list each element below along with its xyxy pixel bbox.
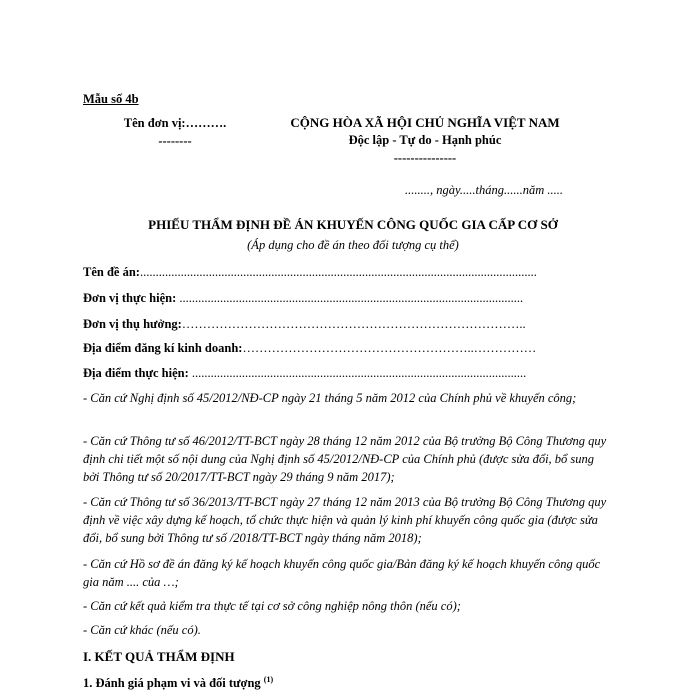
legal-basis-other: - Căn cứ khác (nếu có). [83, 623, 201, 637]
field-dots: .............................................................................................................. [176, 291, 524, 305]
legal-basis-dossier: - Căn cứ Hồ sơ đề án đăng ký kế hoạch khuyến công quốc gia/Bản đăng ký kế hoạch khuyến công quốc gia năm .... của …; [83, 557, 601, 589]
motto-divider: --------------- [393, 151, 457, 165]
field-dots: ……………………………………………………………………….. [181, 317, 526, 331]
field-label: Địa điểm đăng kí kinh doanh: [83, 341, 243, 355]
document-subtitle: (Áp dụng cho đề án theo đối tượng cụ thể) [247, 238, 459, 252]
republic-heading: CỘNG HÒA XÃ HỘI CHỦ NGHĨA VIỆT NAM [290, 115, 560, 130]
legal-basis-circular-46: - Căn cứ Thông tư số 46/2012/TT-BCT ngày 28 tháng 12 năm 2012 của Bộ trưởng Bộ Công Thương quy định chi tiết một số nội dung của Nghị định số 45/2012/NĐ-CP của Chính phủ (được sửa đổi, bổ sung bởi Thông tư số 20/2017/TT-BCT ngày 29 tháng 9 năm 2017); [83, 434, 607, 484]
field-business-location [83, 341, 536, 356]
document-title: PHIẾU THẨM ĐỊNH ĐỀ ÁN KHUYẾN CÔNG QUỐC GIA CẤP CƠ SỞ [148, 217, 558, 232]
unit-name-divider: -------- [158, 134, 192, 148]
unit-name-label: Tên đơn vị:………. [123, 116, 227, 130]
date-line: ........, ngày.....tháng......năm ..... [405, 183, 563, 197]
field-project-name [83, 265, 537, 280]
field-dots: ............................................................................................................................... [139, 265, 537, 279]
field-label: Tên đề án: [83, 265, 140, 279]
field-implementation-location [83, 366, 526, 381]
legal-basis-decree: - Căn cứ Nghị định số 45/2012/NĐ-CP ngày 21 tháng 5 năm 2012 của Chính phủ về khuyến công; [83, 391, 577, 405]
footnote-marker: (1) [263, 675, 274, 684]
field-beneficiary-unit [83, 317, 526, 332]
motto: Độc lập - Tự do - Hạnh phúc [348, 133, 502, 147]
field-implementing-unit [83, 291, 523, 306]
subsection-heading [83, 675, 273, 691]
field-label: Đơn vị thực hiện: [83, 291, 177, 305]
field-dots: ........................................................................................................... [188, 366, 527, 380]
legal-basis-inspection: - Căn cứ kết quả kiểm tra thực tế tại cơ sở công nghiệp nông thôn (nếu có); [83, 599, 461, 613]
subsection-title: 1. Đánh giá phạm vi và đối tượng [83, 676, 261, 691]
form-code: Mẫu số 4b [83, 92, 139, 106]
section-heading: I. KẾT QUẢ THẨM ĐỊNH [83, 649, 235, 664]
legal-basis-circular-36: - Căn cứ Thông tư số 36/2013/TT-BCT ngày 27 tháng 12 năm 2013 của Bộ trưởng Bộ Công Thương quy định về việc xây dựng kế hoạch, tổ chức thực hiện và quản lý kinh phí khuyến công quốc gia (được sửa đổi, bổ sung bởi Thông tư số /2018/TT-BCT ngày tháng năm 2018); [83, 495, 607, 545]
field-label: Đơn vị thụ hưởng: [83, 317, 182, 331]
field-label: Địa điểm thực hiện: [83, 366, 189, 380]
field-dots: ………………………………………………..…………… [242, 341, 537, 355]
